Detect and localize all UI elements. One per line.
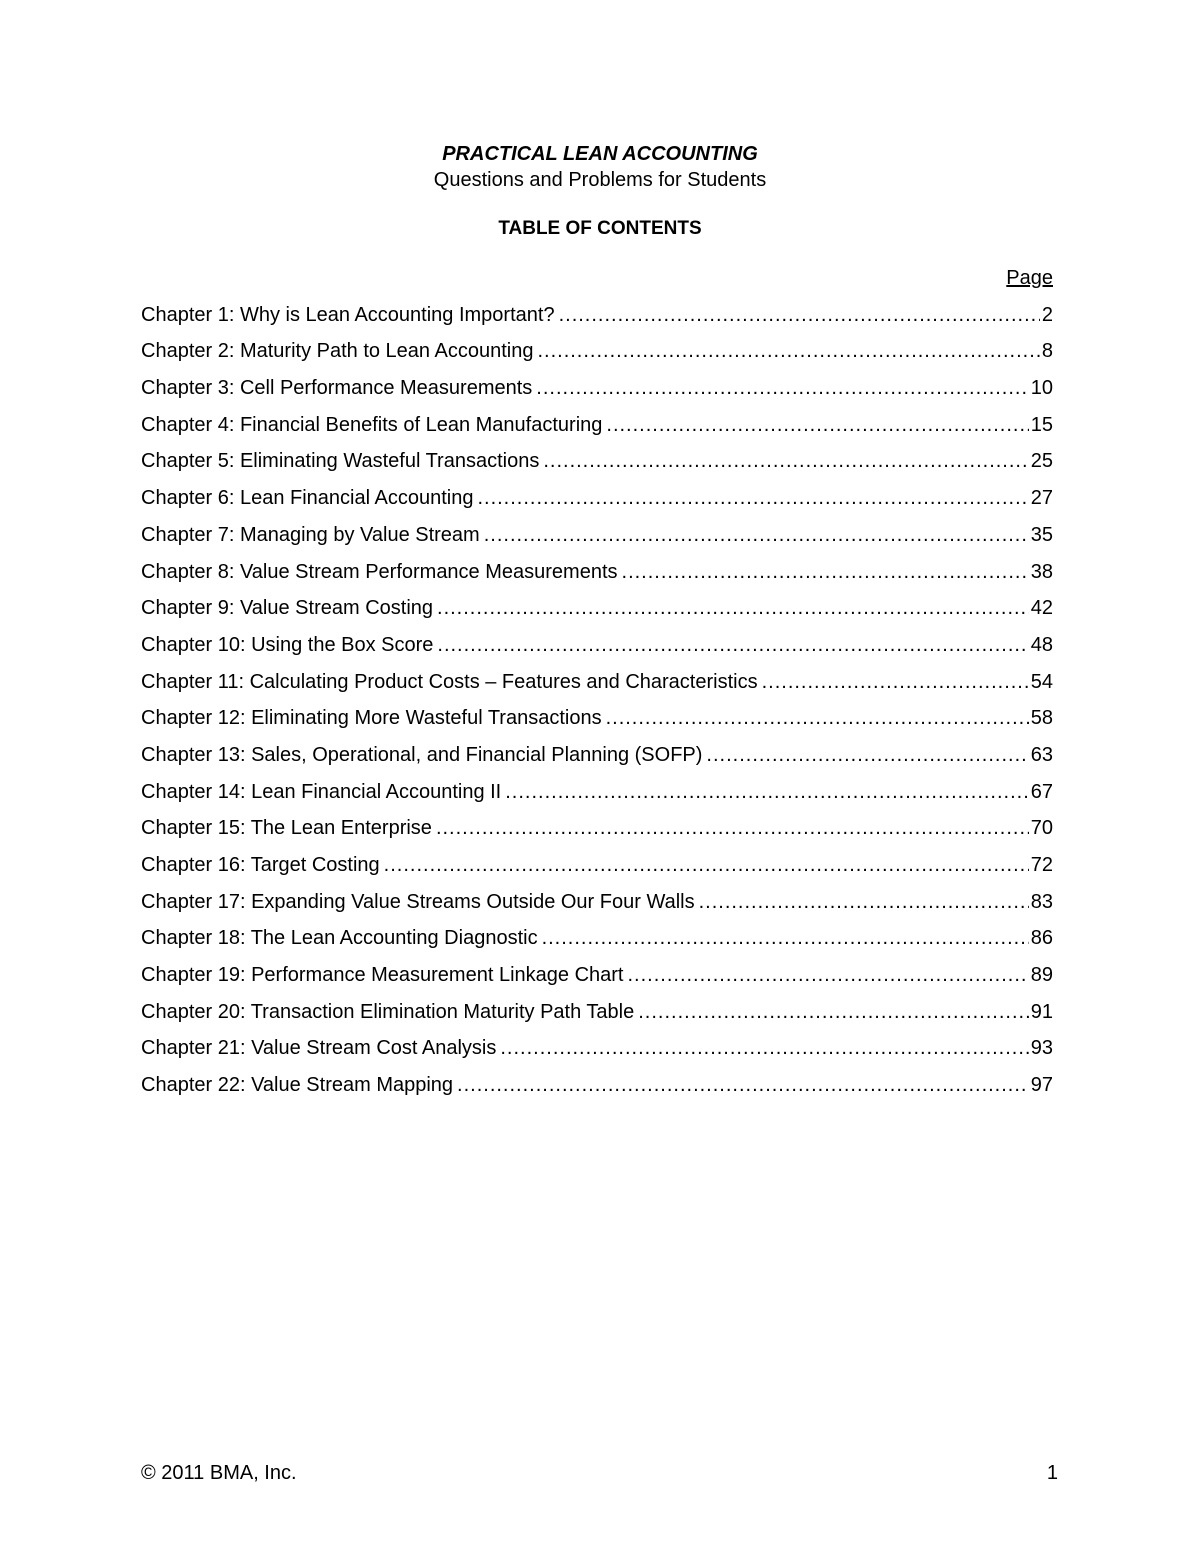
toc-entry-page: 54: [1030, 670, 1053, 693]
toc-leader-dots: [606, 706, 1029, 730]
toc-entry[interactable]: [141, 950, 1053, 987]
toc-leader-dots: [537, 339, 1039, 363]
toc-leader-dots: [627, 963, 1028, 987]
toc-leader-dots: [505, 780, 1029, 804]
toc-entry[interactable]: [141, 694, 1053, 731]
toc-entry[interactable]: [141, 400, 1053, 437]
toc-entry[interactable]: [141, 767, 1053, 804]
toc-entry-title: Chapter 7: Managing by Value Stream: [141, 523, 480, 546]
toc-leader-dots: [559, 303, 1040, 327]
toc-entry-title: Chapter 19: Performance Measurement Linkage Chart: [141, 964, 624, 987]
toc-entry-page: 58: [1030, 707, 1053, 730]
toc-heading: TABLE OF CONTENTS: [498, 218, 702, 239]
toc-entry-title: Chapter 22: Value Stream Mapping: [141, 1074, 454, 1097]
toc-entry-title: Chapter 18: The Lean Accounting Diagnostic: [141, 927, 538, 950]
toc-entry-title: Chapter 17: Expanding Value Streams Outside Our Four Walls: [141, 890, 695, 913]
toc-leader-dots: [484, 523, 1029, 547]
toc-entry-title: Chapter 13: Sales, Operational, and Financial Planning (SOFP): [141, 743, 703, 766]
toc-leader-dots: [762, 670, 1029, 694]
toc-leader-dots: [437, 633, 1028, 657]
toc-entry[interactable]: [141, 804, 1053, 841]
toc-entry-title: Chapter 8: Value Stream Performance Measurements: [141, 560, 618, 583]
toc-entry-title: Chapter 6: Lean Financial Accounting: [141, 487, 474, 510]
toc-entry-page: 91: [1030, 1000, 1053, 1023]
toc-leader-dots: [622, 560, 1029, 584]
toc-entry-page: 83: [1030, 890, 1053, 913]
toc-leader-dots: [542, 926, 1029, 950]
toc-entry-title: Chapter 12: Eliminating More Wasteful Transactions: [141, 707, 602, 730]
footer-copyright: © 2011 BMA, Inc.: [141, 1462, 297, 1484]
toc-entry-title: Chapter 5: Eliminating Wasteful Transactions: [141, 450, 540, 473]
toc-entry[interactable]: [141, 1060, 1053, 1097]
toc-entry[interactable]: [141, 584, 1053, 621]
toc-entry-page: 38: [1030, 560, 1053, 583]
toc-entry-page: 89: [1030, 964, 1053, 987]
toc-entry-title: Chapter 16: Target Costing: [141, 854, 380, 876]
toc-entry-page: 97: [1030, 1074, 1053, 1097]
toc-entry-title: Chapter 11: Calculating Product Costs – Features and Characteristics: [141, 670, 758, 693]
toc-entry[interactable]: [141, 840, 1053, 877]
toc-leader-dots: [699, 890, 1029, 914]
toc-entry-page: 67: [1030, 780, 1053, 803]
toc-leader-dots: [536, 376, 1028, 400]
toc-leader-dots: [606, 413, 1028, 437]
toc-leader-dots: [384, 853, 1029, 877]
table-of-contents: [141, 290, 1053, 1097]
toc-entry-page: 72: [1030, 854, 1053, 876]
toc-entry[interactable]: [141, 473, 1053, 510]
toc-entry-page: 93: [1030, 1037, 1053, 1060]
toc-leader-dots: [477, 486, 1028, 510]
page-column-header: Page: [1006, 267, 1053, 289]
document-subtitle: Questions and Problems for Students: [433, 169, 767, 191]
footer-page-number: 1: [1046, 1462, 1058, 1484]
toc-leader-dots: [638, 1000, 1029, 1024]
toc-leader-dots: [500, 1036, 1028, 1060]
toc-entry-title: Chapter 2: Maturity Path to Lean Accounting: [141, 340, 534, 363]
toc-entry-page: 42: [1030, 597, 1053, 620]
toc-entry-page: 10: [1030, 377, 1053, 400]
toc-entry-page: 25: [1030, 450, 1053, 473]
toc-leader-dots: [457, 1073, 1029, 1097]
toc-entry-page: 86: [1030, 927, 1053, 950]
toc-entry-title: Chapter 4: Financial Benefits of Lean Manufacturing: [141, 413, 603, 436]
toc-entry[interactable]: [141, 987, 1053, 1024]
toc-entry-title: Chapter 15: The Lean Enterprise: [141, 817, 432, 840]
toc-entry[interactable]: [141, 914, 1053, 951]
toc-entry[interactable]: [141, 1024, 1053, 1061]
toc-entry[interactable]: [141, 437, 1053, 474]
toc-entry[interactable]: [141, 877, 1053, 914]
toc-entry[interactable]: [141, 290, 1053, 327]
toc-entry[interactable]: [141, 327, 1053, 364]
toc-entry[interactable]: [141, 547, 1053, 584]
toc-entry-title: Chapter 3: Cell Performance Measurements: [141, 377, 533, 400]
toc-entry[interactable]: [141, 657, 1053, 694]
toc-leader-dots: [436, 816, 1029, 840]
toc-entry-title: Chapter 9: Value Stream Costing: [141, 597, 434, 620]
toc-entry-page: 15: [1030, 413, 1053, 436]
toc-entry-title: Chapter 14: Lean Financial Accounting II: [141, 780, 502, 803]
toc-entry[interactable]: [141, 363, 1053, 400]
toc-entry-title: Chapter 1: Why is Lean Accounting Important?: [141, 303, 555, 326]
toc-entry-title: Chapter 20: Transaction Elimination Maturity Path Table: [141, 1000, 635, 1023]
toc-entry-title: Chapter 10: Using the Box Score: [141, 633, 434, 656]
toc-entry-page: 2: [1041, 303, 1053, 326]
toc-leader-dots: [543, 449, 1028, 473]
document-title: PRACTICAL LEAN ACCOUNTING: [442, 143, 758, 165]
toc-entry-title: Chapter 21: Value Stream Cost Analysis: [141, 1037, 497, 1060]
toc-entry-page: 27: [1030, 487, 1053, 510]
toc-entry[interactable]: [141, 510, 1053, 547]
toc-entry-page: 48: [1030, 633, 1053, 656]
toc-leader-dots: [706, 743, 1028, 767]
toc-entry-page: 8: [1041, 340, 1053, 363]
toc-entry-page: 35: [1030, 523, 1053, 546]
toc-entry-page: 63: [1030, 743, 1053, 766]
toc-entry-page: 70: [1030, 817, 1053, 840]
toc-entry[interactable]: [141, 730, 1053, 767]
toc-leader-dots: [437, 596, 1029, 620]
toc-entry[interactable]: [141, 620, 1053, 657]
